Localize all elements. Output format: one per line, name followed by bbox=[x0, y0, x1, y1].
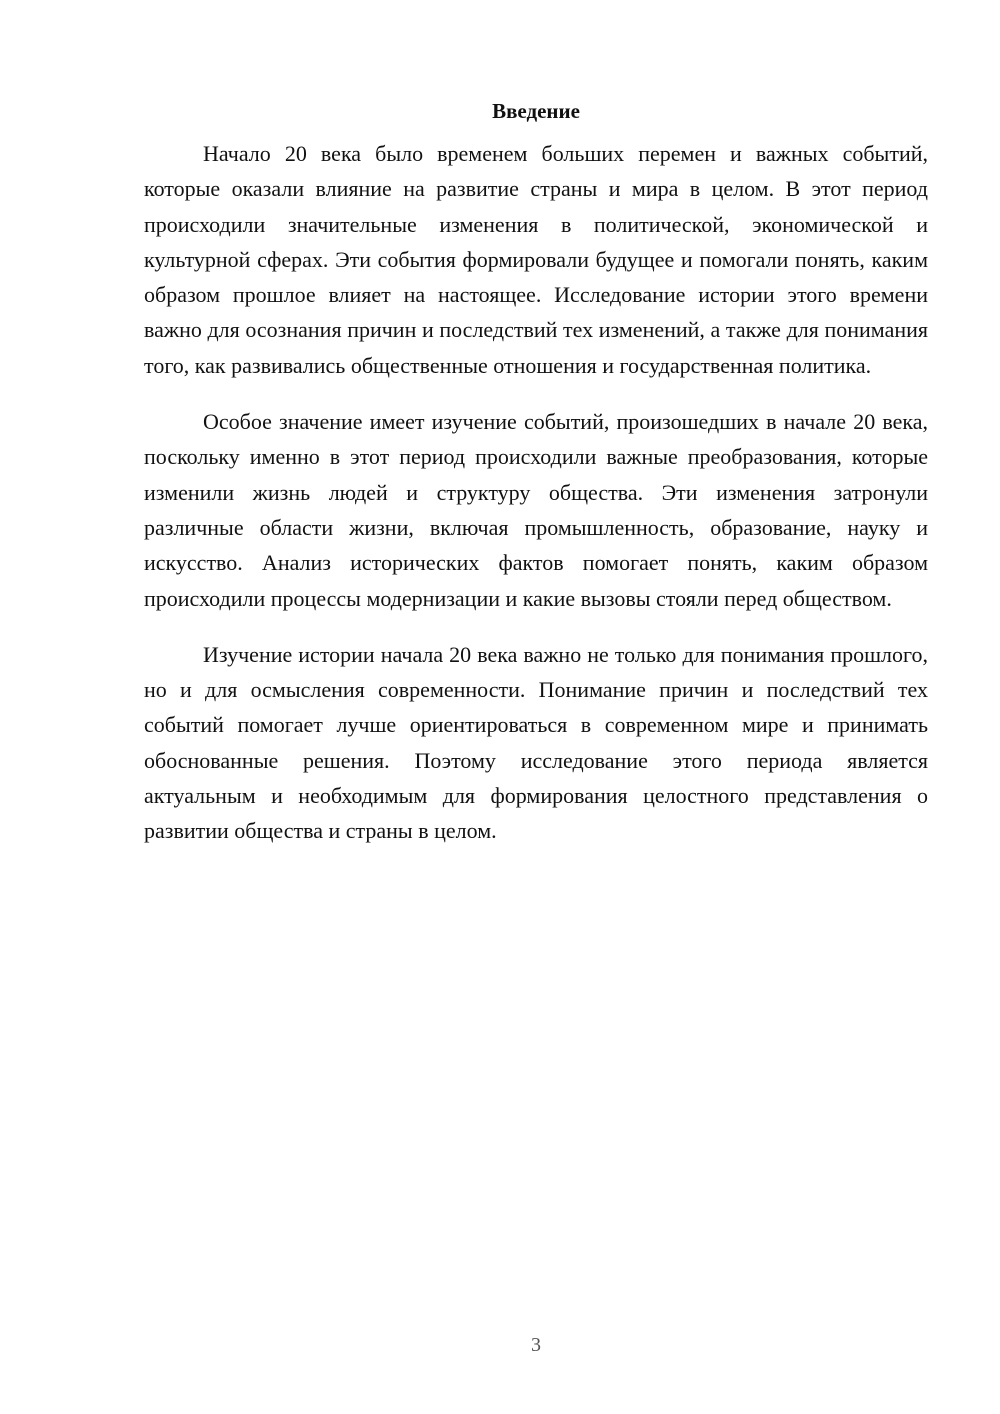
paragraph-1: Начало 20 века было временем больших перемен и важных событий, которые оказали влияние на развитие страны и мира в целом. В этот период происходили значительные изменения в политической, экономической и культурной сферах. Эти события формировали будущее и помогали понять, каким образом прошлое влияет на настоящее. Исследование истории этого времени важно для осознания причин и последствий тех изменений, а также для понимания того, как развивались общественные отношения и государственная политика. bbox=[144, 141, 928, 378]
page-number: 3 bbox=[531, 1334, 541, 1356]
paragraph-2: Особое значение имеет изучение событий, произошедших в начале 20 века, поскольку именно в этот период происходили важные преобразования, которые изменили жизнь людей и структуру общества. Эти изменения затронули различные области жизни, включая промышленность, образование, науку и искусство. Анализ исторических фактов помогает понять, каким образом происходили процессы модернизации и какие вызовы стояли перед обществом. bbox=[144, 409, 928, 611]
paragraph-3: Изучение истории начала 20 века важно не только для понимания прошлого, но и для осмысления современности. Понимание причин и последствий тех событий помогает лучше ориентироваться в современном мире и принимать обоснованные решения. Поэтому исследование этого периода является актуальным и необходимым для формирования целостного представления о развитии общества и страны в целом. bbox=[144, 641, 928, 844]
document-content bbox=[144, 96, 928, 849]
section-title: Введение bbox=[492, 99, 580, 123]
